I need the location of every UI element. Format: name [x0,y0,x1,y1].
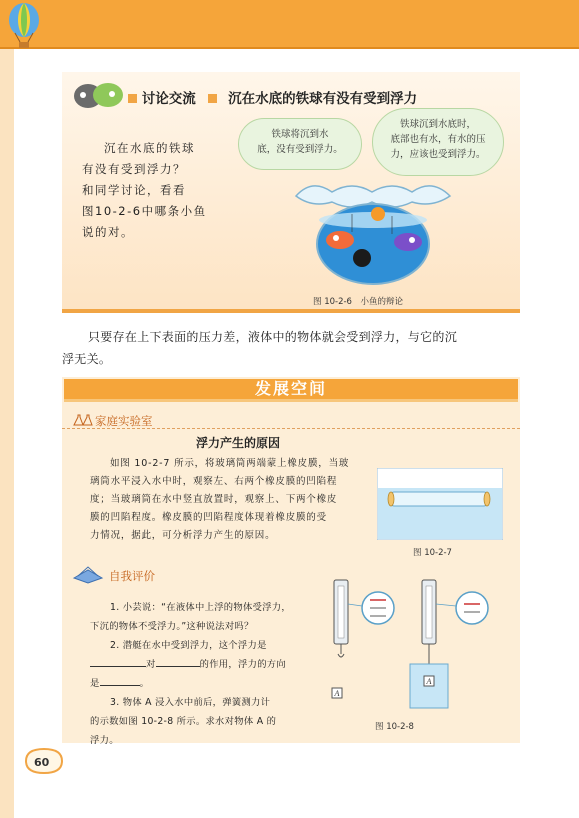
discussion-label: 讨论交流 [141,91,196,107]
lab-line: 度；当玻璃筒在水中竖直放置时，观察上、下两个橡皮 [90,494,338,505]
section-divider [62,428,520,429]
question-2-text: 对 [146,659,156,670]
question-3-line: 3. 物体 A 浸入水中前后，弹簧测力计 [110,697,271,708]
lab-paragraph [90,455,368,545]
spring-scale-figure [322,578,512,712]
body-line: 只要存在上下表面的压力差，液体中的物体就会受到浮力，与它的沉 [88,330,458,344]
question-2-text: 的作用，浮力的方向 [199,659,286,670]
hot-air-balloon-icon [4,2,44,50]
question-1-line: 下沉的物体不受浮力。”这种说法对吗？ [90,621,254,632]
question-list [90,598,320,750]
answer-blank-2[interactable] [156,655,200,667]
home-lab-label: 家庭实验室 [95,414,153,428]
paragraph-line: 和同学讨论，看看 [82,183,186,197]
discussion-heading [128,87,417,107]
object-a-label-left: A [334,689,340,698]
bubble-line: 底部也有水，有水的压 [390,134,486,145]
bubble-line: 铁球沉到水底时， [399,119,476,130]
paragraph-line: 说的对。 [82,225,134,239]
discussion-paragraph [82,138,207,243]
bubble-line: 底，没有受到浮力。 [257,144,343,155]
lab-line: 膜的凹陷程度。橡皮膜的凹陷程度体现着橡皮膜的受 [90,512,327,523]
question-2-line: 2. 潜艇在水中受到浮力，这个浮力是 [110,640,267,651]
paragraph-line: 有没有受到浮力？ [82,162,186,176]
paragraph-line: 图10-2-6中哪条小鱼 [82,204,207,218]
bubble-line: 力，应该也受到浮力。 [390,149,486,160]
figure-10-2-7-caption: 图 10-2-7 [413,548,452,558]
heading-square-marker [128,94,137,103]
flask-icon [72,414,94,426]
answer-blank-1[interactable] [90,655,146,667]
page-number: 60 [34,756,50,769]
question-2-text: 。 [139,678,150,689]
lab-line: 璃筒水平浸入水中时，观察左、右两个橡皮膜的凹陷程 [90,476,338,487]
question-1-line: 1. 小芸说：“在液体中上浮的物体受浮力， [110,602,291,613]
paragraph-line: 沉在水底的铁球 [104,141,195,155]
top-banner [0,0,579,47]
answer-blank-3[interactable] [100,674,140,686]
heading-square-marker [208,94,217,103]
question-2-text: 是 [90,678,100,689]
figure-10-2-8-caption: 图 10-2-8 [375,722,414,732]
figure-10-2-6-caption: 图 10-2-6 小鱼的辩论 [313,297,403,307]
lab-line: 力情况，据此，可分析浮力产生的原因。 [90,530,276,541]
object-a-label-right: A [426,677,432,686]
discussion-title: 沉在水底的铁球有没有受到浮力 [228,91,418,107]
top-banner-line [0,47,579,49]
thought-bubble-right [372,108,504,176]
book-icon [72,564,104,584]
question-3-line: 的示数如图 10-2-8 所示。求水对物体 A 的 [90,716,277,727]
lab-line: 如图 10-2-7 所示，将玻璃筒两端蒙上橡皮膜，当玻 [110,458,350,469]
discussion-panel-underline [62,309,520,313]
bubble-line: 铁球将沉到水 [271,129,329,140]
question-2-blanks-line [90,655,320,674]
question-3-line: 浮力。 [90,735,119,746]
speech-bubbles-icon [72,82,126,110]
body-paragraph [62,326,522,370]
question-2-end-line [90,674,320,693]
body-line: 浮无关。 [62,352,112,366]
thought-bubble-left [238,118,362,170]
glass-tube-in-water-figure [377,468,503,540]
lab-title: 浮力产生的原因 [196,436,281,450]
self-evaluation-label: 自我评价 [109,569,155,583]
left-margin-strip [0,49,14,818]
fishbowl-illustration [292,178,454,286]
development-title: 发展空间 [254,379,327,398]
